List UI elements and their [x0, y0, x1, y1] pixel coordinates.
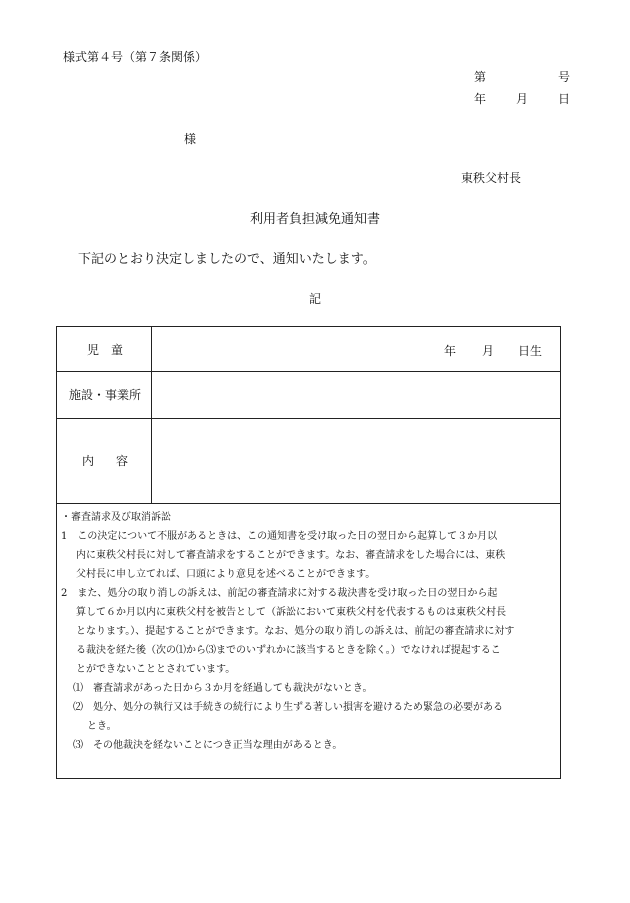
document-number-line [474, 68, 570, 85]
document-number-suffix: 号 [557, 70, 570, 84]
notes-heading: ・審査請求及び取消訴訟 [61, 512, 171, 523]
notes-line: とき。 [87, 721, 117, 732]
notes-line: 内に東秩父村長に対して審査請求をすることができます。なお、審査請求をした場合には、東秩 [76, 550, 506, 561]
notes-line: 1 この決定について不服があるときは、この通知書を受け取った日の翌日から起算して３か月以 [61, 531, 498, 542]
form-number-label: 様式第４号（第７条関係） [63, 50, 208, 64]
birth-month: 月 [481, 344, 494, 358]
row-divider [57, 503, 560, 504]
notes-line: ⑴ 審査請求があった日から３か月を経過しても裁決がないとき。 [73, 683, 373, 694]
birth-day: 日生 [517, 344, 542, 358]
notes-line: となります。）、提起することができます。なお、処分の取り消しの訴えは、前記の審査請求に対す [76, 626, 515, 637]
document-number-prefix: 第 [474, 70, 487, 84]
facility-label: 施設・事業所 [68, 388, 141, 402]
date-day: 日 [557, 92, 570, 106]
notes-line: 父村長に申し立てれば、口頭により意見を述べることができます。 [76, 569, 376, 580]
notes-line: 算して６か月以内に東秩父村を被告として（訴訟において東秩父村を代表するものは東秩父村長 [76, 607, 506, 618]
date-month: 月 [515, 92, 528, 106]
notes-line: る裁決を経た後（次の⑴から⑶までのいずれかに該当するときを除く。）でなければ提起するこ [76, 645, 501, 656]
intro-text: 下記のとおり決定しましたので、通知いたします。 [78, 252, 376, 267]
child-birthdate [444, 342, 542, 359]
notes-line: ⑵ 処分、処分の執行又は手続きの続行により生ずる著しい損害を避けるため緊急の必要がある [73, 702, 503, 713]
notes-line: とができないこととされています。 [76, 664, 236, 675]
issue-date-line [474, 90, 570, 107]
date-year: 年 [474, 92, 487, 106]
notes-line: ⑶ その他裁決を経ないことにつき正当な理由があるとき。 [73, 740, 343, 751]
birth-year: 年 [443, 344, 456, 358]
content-label: 内容 [81, 454, 150, 468]
issuer-name: 東秩父村長 [461, 171, 522, 185]
child-label: 児童 [86, 342, 135, 357]
ki-heading: 記 [308, 292, 321, 306]
document-title: 利用者負担減免通知書 [249, 212, 380, 227]
notice-table [56, 326, 561, 779]
addressee-honorific: 様 [184, 132, 197, 146]
notes-line: 2 また、処分の取り消しの訴えは、前記の審査請求に対する裁決書を受け取った日の翌日から起 [61, 588, 498, 599]
